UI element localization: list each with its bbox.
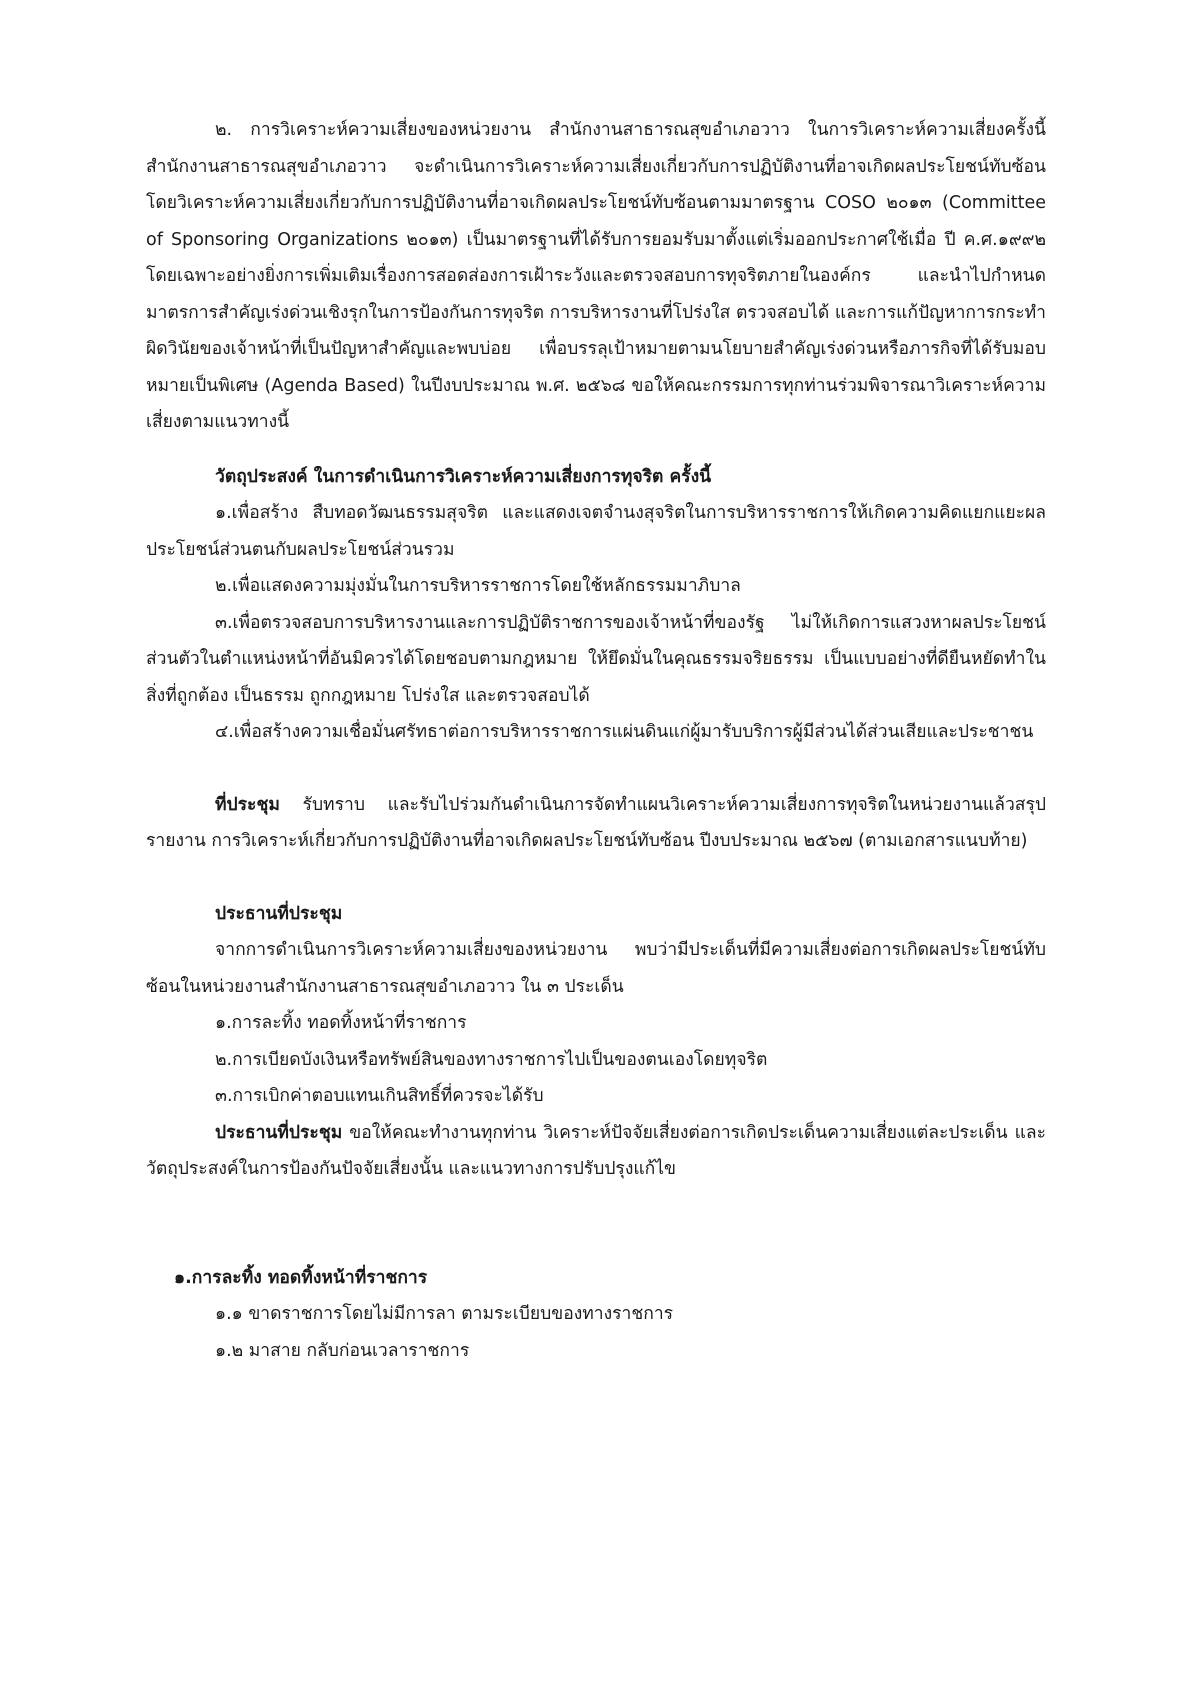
chair-closing — [146, 1115, 1046, 1188]
chair-title: ประธานที่ประชุม — [215, 903, 343, 924]
section-1-item: ๑.๑ ขาดราชการโดยไม่มีการลา ตามระเบียบของทางราชการ — [215, 1304, 674, 1324]
chair-closing-text: ขอให้คณะทำงานทุกท่าน วิเคราะห์ปัจจัยเสี่ยงต่อการเกิดประเด็นความเสี่ยงแต่ละประเด็น และวัตถุประสงค์ในการป้องกันปัจจัยเสี่ยงนั้น และแนวทางการปรับปรุงแก้ไข — [146, 1122, 1046, 1179]
objective-item: ๓.เพื่อตรวจสอบการบริหารงานและการปฏิบัติราชการของเจ้าหน้าที่ของรัฐ ไม่ให้เกิดการแสวงหาผลประโยชน์ส่วนตัวในตำแหน่งหน้าที่อันมิควรได้โดยชอบตามกฎหมาย ให้ยึดมั่นในคุณธรรมจริยธรรม เป็นแบบอย่างที่ดียืนหยัดทำในสิ่งที่ถูกต้อง เป็นธรรม ถูกกฎหมาย โปร่งใส และตรวจสอบได้ — [146, 612, 1046, 706]
objective-item: ๒.เพื่อแสดงความมุ่งมั่นในการบริหารราชการโดยใช้หลักธรรมมาภิบาล — [215, 576, 741, 596]
section-1-title: ๑.การละทิ้ง ทอดทิ้งหน้าที่ราชการ — [174, 1267, 428, 1288]
objective-item: ๑.เพื่อสร้าง สืบทอดวัฒนธรรมสุจริต และแสดงเจตจำนงสุจริตในการบริหารราชการให้เกิดความคิดแยกแยะผลประโยชน์ส่วนตนกับผลประโยชน์ส่วนรวม — [146, 503, 1046, 560]
meeting-resolution — [146, 787, 1046, 860]
risk-issue: ๑.การละทิ้ง ทอดทิ้งหน้าที่ราชการ — [215, 1013, 467, 1033]
document-body — [146, 112, 1046, 1369]
objectives-title: วัตถุประสงค์ ในการดำเนินการวิเคราะห์ความเสี่ยงการทุจริต ครั้งนี้ — [215, 466, 712, 487]
risk-issue: ๒.การเบียดบังเงินหรือทรัพย์สินของทางราชการไปเป็นของตนเองโดยทุจริต — [215, 1049, 768, 1070]
chair-intro: จากการดำเนินการวิเคราะห์ความเสี่ยงของหน่วยงาน พบว่ามีประเด็นที่มีความเสี่ยงต่อการเกิดผลประโยชน์ทับซ้อนในหน่วยงานสำนักงานสาธารณสุขอำเภอวาว ใน ๓ ประเด็น — [146, 940, 1046, 997]
risk-issue: ๓.การเบิกค่าตอบแทนเกินสิทธิ์ที่ควรจะได้รับ — [215, 1086, 544, 1106]
meeting-text: รับทราบ และรับไปร่วมกันดำเนินการจัดทำแผนวิเคราะห์ความเสี่ยงการทุจริตในหน่วยงานแล้วสรุปรายงาน การวิเคราะห์เกี่ยวกับการปฏิบัติงานที่อาจเกิดผลประโยชน์ทับซ้อน ปีงบประมาณ ๒๕๖๗ (ตามเอกสารแนบท้าย) — [146, 794, 1046, 851]
section-1-item: ๑.๒ มาสาย กลับก่อนเวลาราชการ — [215, 1340, 470, 1361]
chair-closing-label: ประธานที่ประชุม — [215, 1122, 343, 1143]
objective-item: ๔.เพื่อสร้างความเชื่อมั่นศรัทธาต่อการบริหารราชการแผ่นดินแก่ผู้มารับบริการผู้มีส่วนได้ส่วนเสียและประชาชน — [215, 722, 1034, 742]
intro-paragraph: ๒. การวิเคราะห์ความเสี่ยงของหน่วยงาน สำนักงานสาธารณสุขอำเภอวาว ในการวิเคราะห์ความเสี่ยงครั้งนี้สำนักงานสาธารณสุขอำเภอวาว จะดำเนินการวิเคราะห์ความเสี่ยงเกี่ยวกับการปฏิบัติงานที่อาจเกิดผลประโยชน์ทับซ้อน โดยวิเคราะห์ความเสี่ยงเกี่ยวกับการปฏิบัติงานที่อาจเกิดผลประโยชน์ทับซ้อนตามมาตรฐาน COSO ๒๐๑๓ (Committee of Sponsoring Organizations ๒๐๑๓) เป็นมาตรฐานที่ได้รับการยอมรับมาตั้งแต่เริ่มออกประกาศใช้เมื่อ ปี ค.ศ.๑๙๙๒ โดยเฉพาะอย่างยิ่งการเพิ่มเติมเรื่องการสอดส่องการเฝ้าระวังและตรวจสอบการทุจริตภายในองค์กร และนำไปกำหนดมาตรการสำคัญเร่งด่วนเชิงรุกในการป้องกันการทุจริต การบริหารงานที่โปร่งใส ตรวจสอบได้ และการแก้ปัญหาการกระทำผิดวินัยของเจ้าหน้าที่เป็นปัญหาสำคัญและพบบ่อย เพื่อบรรลุเป้าหมายตามนโยบายสำคัญเร่งด่วนหรือภารกิจที่ได้รับมอบหมายเป็นพิเศษ (Agenda Based) ในปีงบประมาณ พ.ศ. ๒๕๖๘ ขอให้คณะกรรมการทุกท่านร่วมพิจารณาวิเคราะห์ความเสี่ยงตามแนวทางนี้ — [146, 120, 1046, 432]
meeting-label: ที่ประชุม — [215, 794, 280, 815]
